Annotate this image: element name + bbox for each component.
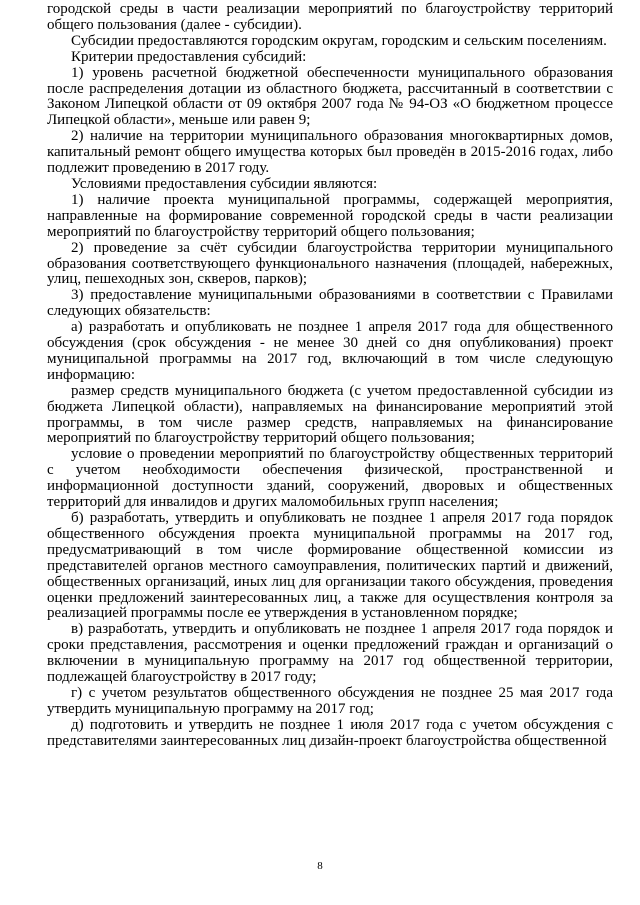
page-number: 8 [317,860,323,872]
paragraph-condition-2: 2) проведение за счёт субсидии благоустройства территории муниципального образования соответствующего функционального назначения (площадей, набережных, улиц, пешеходных зон, скверов, парков); [47,239,613,288]
paragraph-condition-3: 3) предоставление муниципальными образованиями в соответствии с Правилами следующих обязательств: [47,287,613,320]
paragraph-budget-size: размер средств муниципального бюджета (с учетом предоставленной субсидии из бюджета Липецкой области), направляемых на финансирование мероприятий этой программы, в том числе размер средств, направляемых на финансирование мероприятий по благоустройству территорий общего пользования; [47,382,613,447]
paragraph-continuation: городской среды в части реализации мероприятий по благоустройству территорий общего пользования (далее - субсидии). [47,1,613,33]
paragraph-subsidy-recipients: Субсидии предоставляются городским округам, городским и сельским поселениям. [71,32,607,49]
paragraph-obligation-d: д) подготовить и утвердить не позднее 1 июля 2017 года с учетом обсуждения с представителями заинтересованных лиц дизайн-проект благоустройства общественной [47,716,613,749]
paragraph-criteria-heading: Критерии предоставления субсидий: [71,48,307,65]
paragraph-obligation-b: б) разработать, утвердить и опубликовать не позднее 1 апреля 2017 года порядок общественного обсуждения проекта муниципальной программы на 2017 год, предусматривающий в том числе формирование общественной комиссии из представителей органов местного самоуправления, политических партий и движений, общественных организаций, иных лиц для организации такого обсуждения, проведения оценки предложений заинтересованных лиц, а также для осуществления контроля за реализацией программы после ее утверждения в установленном порядке; [47,510,613,622]
document-body [47,2,613,750]
paragraph-criterion-2: 2) наличие на территории муниципального образования многоквартирных домов, капитальный ремонт общего имущества которых был проведён в 2015-2016 годах, либо подлежит проведению в 2017 году. [47,128,613,177]
paragraph-criterion-1: 1) уровень расчетной бюджетной обеспеченности муниципального образования после распределения дотации из областного бюджета, рассчитанный в соответствии с Законом Липецкой области от 09 октября 2007 года № 94-ОЗ «О бюджетном процессе Липецкой области», меньше или равен 9; [47,64,613,129]
paragraph-conditions-heading: Условиями предоставления субсидии являются: [71,175,378,192]
paragraph-accessibility-condition: условие о проведении мероприятий по благоустройству общественных территорий с учетом необходимости обеспечения физической, пространственной и информационной доступности зданий, сооружений, дворовых и общественных территорий для инвалидов и других маломобильных групп населения; [47,446,613,511]
paragraph-obligation-a: а) разработать и опубликовать не позднее 1 апреля 2017 года для общественного обсуждения (срок обсуждения - не менее 30 дней со дня опубликования) проект муниципальной программы на 2017 год, включающий в том числе следующую информацию: [47,319,613,383]
paragraph-obligation-v: в) разработать, утвердить и опубликовать не позднее 1 апреля 2017 года порядок и сроки представления, рассмотрения и оценки предложений граждан и организаций о включении в муниципальную программу на 2017 год общественной территории, подлежащей благоустройству в 2017 году; [47,621,613,686]
paragraph-condition-1: 1) наличие проекта муниципальной программы, содержащей мероприятия, направленные на формирование современной городской среды в части реализации мероприятий по благоустройству территорий общего пользования; [47,191,613,240]
paragraph-obligation-g: г) с учетом результатов общественного обсуждения не позднее 25 мая 2017 года утвердить муниципальную программу на 2017 год; [47,684,613,717]
